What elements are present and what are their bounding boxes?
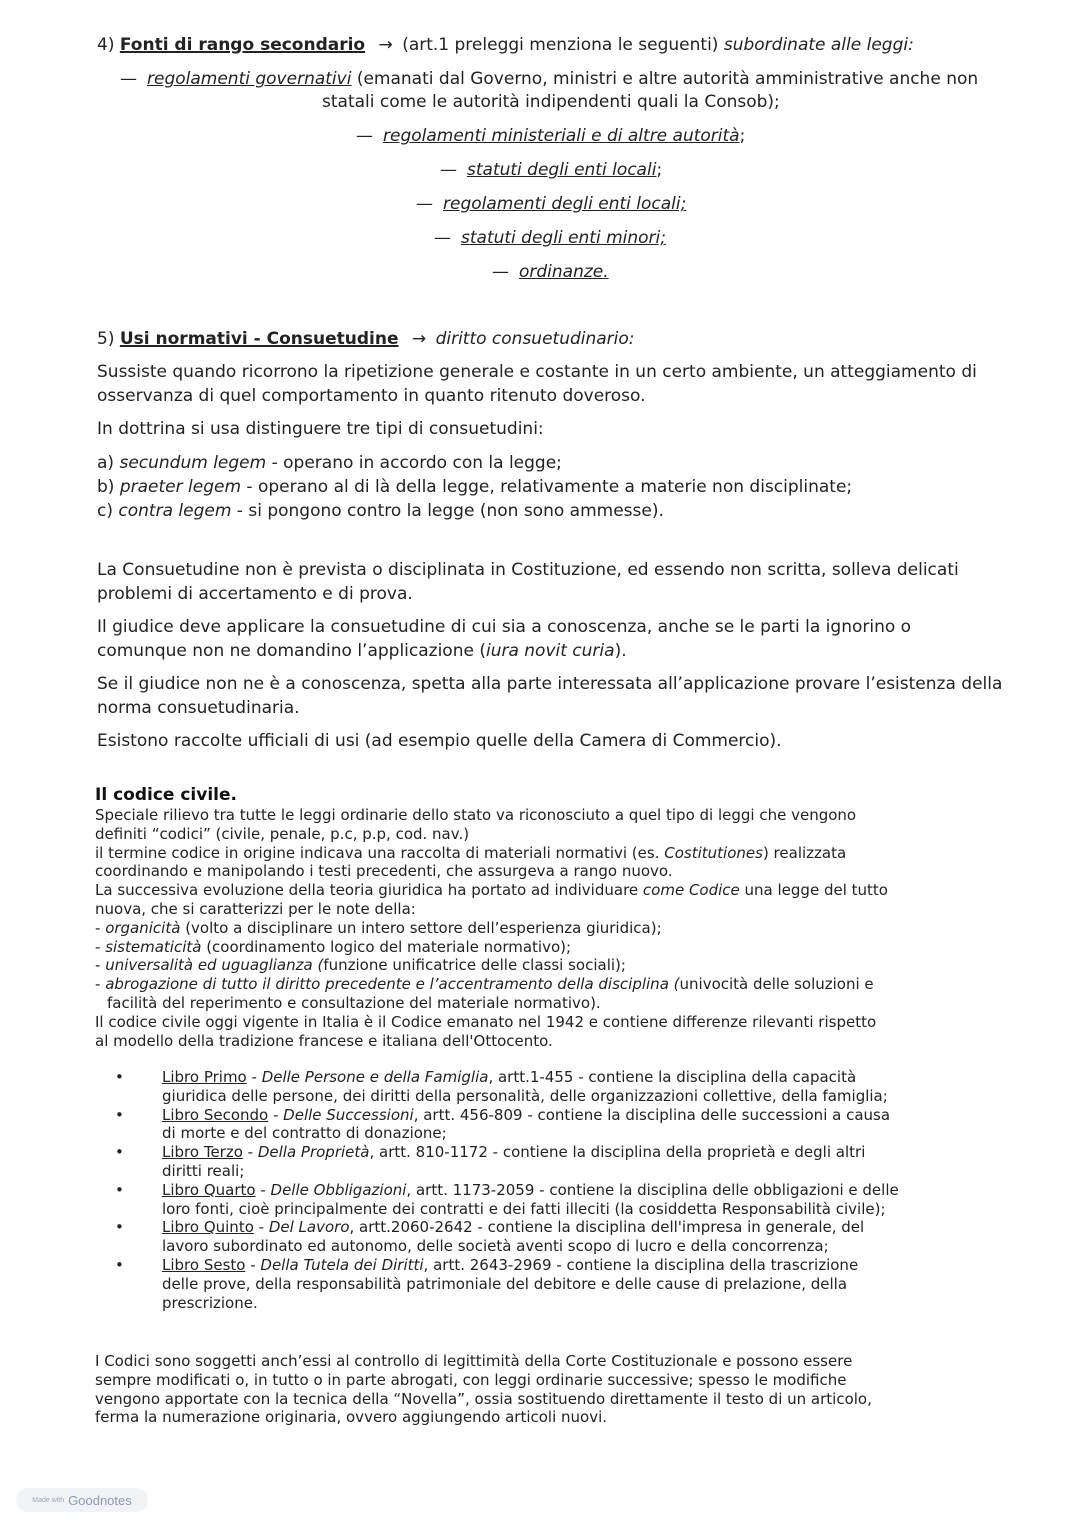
paragraph: Il giudice deve applicare la consuetudine di cui sia a conoscenza, anche se le parti la ignorino o comunque non ne domandino l’applicazione (iura novit curia). [97, 617, 912, 661]
list-item: • Libro Quarto - Delle Obbligazioni, artt. 1173-2059 - contiene la disciplina delle obbligazioni e delle loro fonti, cioè principalmente dei contratti e dei fatti illeciti (la cosiddetta Responsabilità civile); [115, 1180, 899, 1218]
libri-list [110, 1068, 990, 1312]
paragraph: La Consuetudine non è prevista o disciplinata in Costituzione, ed essendo non scritta, solleva delicati problemi di accertamento e di prova. [97, 560, 959, 604]
list-item: - universalità ed uguaglianza (funzione unificatrice delle classi sociali); [95, 956, 626, 975]
paragraph: Sussiste quando ricorrono la ripetizione generale e costante in un certo ambiente, un atteggiamento di osservanza di quel comportamento in quanto ritenuto doveroso. [97, 362, 977, 406]
list-item: c) contra legem - si pongono contro la legge (non sono ammesse). [97, 501, 664, 521]
made-with-goodnotes-badge [16, 1488, 148, 1512]
list-item: — ordinanze. [492, 262, 609, 282]
list-item: — statuti degli enti minori; [434, 228, 666, 248]
section-title: Fonti di rango secondario [119, 35, 366, 55]
section-4-heading [97, 33, 914, 57]
list-item: a) secundum legem - operano in accordo con la legge; [97, 453, 562, 473]
list-item: • Libro Secondo - Delle Successioni, artt. 456-809 - contiene la disciplina delle successioni a causa di morte e del contratto di donazione; [115, 1105, 891, 1143]
list-item: — statuti degli enti locali; [440, 160, 663, 180]
list-item-continuation: statali come le autorità indipendenti quali la Consob); [322, 92, 780, 112]
arrow-icon: → [411, 329, 427, 349]
goodnotes-logo: Goodnotes [68, 1492, 132, 1508]
section-number: 4) [97, 35, 115, 55]
list-item: b) praeter legem - operano al di là della legge, relativamente a materie non disciplinate; [97, 477, 853, 497]
codice-heading: Il codice civile. [95, 785, 237, 805]
section-5-heading [97, 327, 635, 351]
list-item: • Libro Quinto - Del Lavoro, artt.2060-2642 - contiene la disciplina dell'impresa in generale, del lavoro subordinato ed autonomo, delle società aventi scopo di lucro e della concorrenza; [115, 1218, 865, 1256]
codice-intro: Speciale rilievo tra tutte le leggi ordinarie dello stato va riconosciuto a quel tipo di leggi che vengono definiti “codici” (civile, penale, p.c, p.p, cod. nav.) il termine codice in origine indicava una raccolta di materiali normativi (es. Costitutiones) realizzata coordinando e manipolando i testi precedenti, che assurgeva a rango nuovo. La successiva evoluzione della teoria giuridica ha portato ad individuare come Codice una legge del tutto nuova, che si caratterizzi per le note della: - organicità (volto a disciplinare un intero settore dell’esperienza giuridica); - sistematicità (coordinamento logico del materiale normativo); - universalità ed uguaglianza (funzione unificatrice delle classi sociali); - abrogazione di tutto il diritto precedente e l’accentramento della disciplina (univocità delle soluzioni e facilità del reperimento e consultazione del materiale normativo). Il codice civile oggi vigente in Italia è il Codice emanato nel 1942 e contiene differenze rilevanti rispetto al modello della tradizione francese e italiana dell'Ottocento. [95, 806, 995, 1050]
types-list [97, 451, 1007, 523]
section-subtitle: diritto consuetudinario: [435, 329, 635, 349]
section-intro: (art.1 preleggi menziona le seguenti) [402, 35, 719, 55]
list-item: • Libro Terzo - Della Proprietà, artt. 810-1172 - contiene la disciplina della proprietà e degli altri diritti reali; [115, 1143, 866, 1180]
list-item: — regolamenti ministeriali e di altre autorità; [356, 126, 746, 146]
paragraph: In dottrina si usa distinguere tre tipi di consuetudini: [97, 419, 544, 439]
list-item: - sistematicità (coordinamento logico del materiale normativo); [95, 937, 572, 956]
list-item: - abrogazione di tutto il diritto precedente e l’accentramento della disciplina (univocità delle soluzioni e [95, 975, 874, 994]
codice-final-paragraph: I Codici sono soggetti anch’essi al controllo di legittimità della Corte Costituzionale e possono essere sempre modificati o, in tutto o in parte abrogati, con leggi ordinarie successive; spesso le modifiche vengono apportate con la tecnica della “Novella”, ossia sostituendo direttamente il testo di un articolo, ferma la numerazione originaria, ovvero aggiungendo articoli nuovi. [95, 1352, 872, 1427]
list-item: • Libro Sesto - Della Tutela dei Diritti, artt. 2643-2969 - contiene la disciplina della trascrizione delle prove, della responsabilità patrimoniale del debitore e delle cause di prelazione, della prescrizione. [115, 1255, 859, 1312]
list-item: • Libro Primo - Delle Persone e della Famiglia, artt.1-455 - contiene la disciplina della capacità giuridica delle persone, dei diritti della personalità, delle organizzazioni collettive, della famiglia; [115, 1068, 888, 1105]
section-intro-italic: subordinate alle leggi: [723, 35, 914, 55]
arrow-icon: → [378, 35, 393, 55]
list-item: — regolamenti degli enti locali; [416, 194, 687, 214]
list-item: — regolamenti governativi (emanati dal Governo, ministri e altre autorità amministrative anche non [120, 69, 979, 89]
paragraph: Esistono raccolte ufficiali di usi (ad esempio quelle della Camera di Commercio). [97, 731, 782, 751]
made-with-label: Made with [32, 1496, 65, 1504]
list-item: - organicità (volto a disciplinare un intero settore dell’esperienza giuridica); [95, 918, 662, 937]
section-title: Usi normativi - Consuetudine [119, 329, 399, 349]
paragraph: Se il giudice non ne è a conoscenza, spetta alla parte interessata all’applicazione provare l’esistenza della norma consuetudinaria. [97, 674, 1003, 718]
section-number: 5) [97, 329, 115, 349]
